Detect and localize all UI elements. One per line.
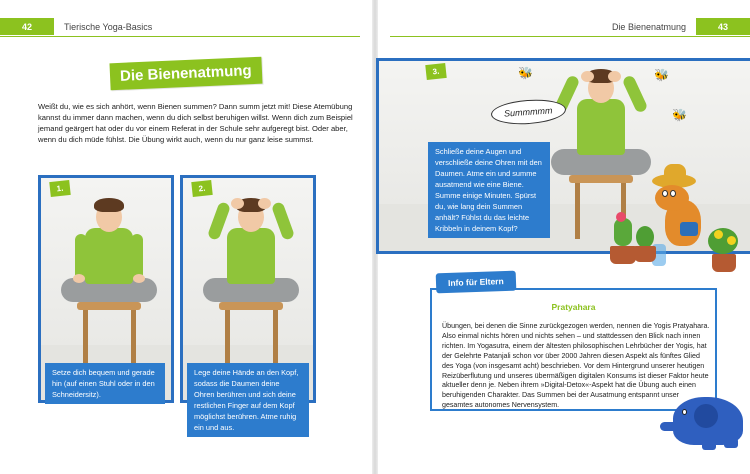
step-1-badge: 1. (49, 180, 70, 197)
right-running-title: Die Bienenatmung (611, 21, 686, 32)
elephant-ear (694, 404, 718, 428)
step-1-caption: Setze dich bequem und gerade hin (auf einen Stuhl oder in den Schneidersitz). (45, 363, 165, 404)
mouse-eye (670, 190, 676, 197)
flower-illustration (616, 212, 626, 222)
plant-illustration (636, 226, 654, 248)
flower-pot-illustration (634, 246, 656, 262)
right-page-number: 43 (696, 18, 750, 35)
summing-speech-bubble: Summmmm (490, 97, 566, 126)
info-tab-label: Info für Eltern (436, 271, 516, 294)
watering-can-illustration (680, 222, 698, 236)
bee-icon: 🐝 (654, 68, 669, 82)
mouse-eye (662, 190, 668, 197)
right-header-rule (390, 36, 750, 37)
bee-icon: 🐝 (518, 66, 533, 80)
page-title: Die Bienenatmung (109, 57, 262, 91)
elephant-foot (702, 440, 716, 450)
flower-pot-illustration (610, 246, 636, 264)
mouse-illustration (655, 185, 689, 211)
step-3-badge: 3. (425, 63, 446, 80)
flower-illustration (727, 236, 736, 245)
left-header-rule (0, 36, 360, 37)
info-box (430, 288, 717, 411)
info-heading: Pratyahara (551, 302, 596, 312)
left-header (0, 18, 162, 35)
step-2-caption: Lege deine Hände an den Kopf, sodass die Daumen deine Ohren berühren und sich deine restlichen Finger auf dem Kopf möglichst berühren. Atme ruhig ein und aus. (187, 363, 309, 437)
step-2-badge: 2. (191, 180, 212, 197)
info-text: Übungen, bei denen die Sinne zurückgezogen werden, nennen die Yogis Pratyahara. Also einmal nichts hören und nichts sehen – und stattdessen den Blick nach innen richten. Im Yogasutra, einem der ältesten philosophischen Lehrbücher der Yogis, hat der Gelehrte Patanjali schon vor über 2000 Jahren diesen Aspekt als fünftes Glied des Yoga (von insgesamt acht) beschrieben. Vor dem Hintergrund unserer heutigen Reizüberflutung und unseres übermäßigen digitalen Konsums ist dieser Faktor heute aktueller denn je. Neben ihrem »Digital-Detox«-Aspekt hat die Übung auch einen beruhigenden Charakter. Das Summen bei der Ausatmung entspannt unser gesamtes autonomes Nervensystem. (442, 322, 710, 410)
right-header (602, 18, 750, 35)
intro-paragraph: Weißt du, wie es sich anhört, wenn Bienen summen? Dann summ jetzt mit! Diese Atemübung kannst du immer dann machen, wenn du dich selbst beruhigen willst. Wenn dich zum Beispiel jemand geärgert hat oder du vor einem Referat in der Schule sehr aufgeregt bist. Oder aber, wenn du dich müde fühlst. Die Übung wirkt auch, wenn du nur ganz leise summst. (38, 102, 353, 144)
flower-illustration (714, 230, 723, 239)
left-running-title: Tierische Yoga-Basics (64, 21, 153, 32)
bee-icon: 🐝 (672, 108, 687, 122)
elephant-eye (682, 409, 687, 415)
flower-pot-illustration (712, 254, 736, 272)
cactus-illustration (614, 218, 632, 246)
step-3-caption: Schließe deine Augen und verschließe deine Ohren mit den Daumen. Atme ein und summe ausatmend wie eine Biene. Summe einige Minuten. Spürst du, wie lang dein Summen anhält? Fühlst du das leichte Kribbeln in deinem Kopf? (428, 142, 550, 238)
elephant-foot (724, 438, 738, 448)
left-page-number: 42 (0, 18, 54, 35)
